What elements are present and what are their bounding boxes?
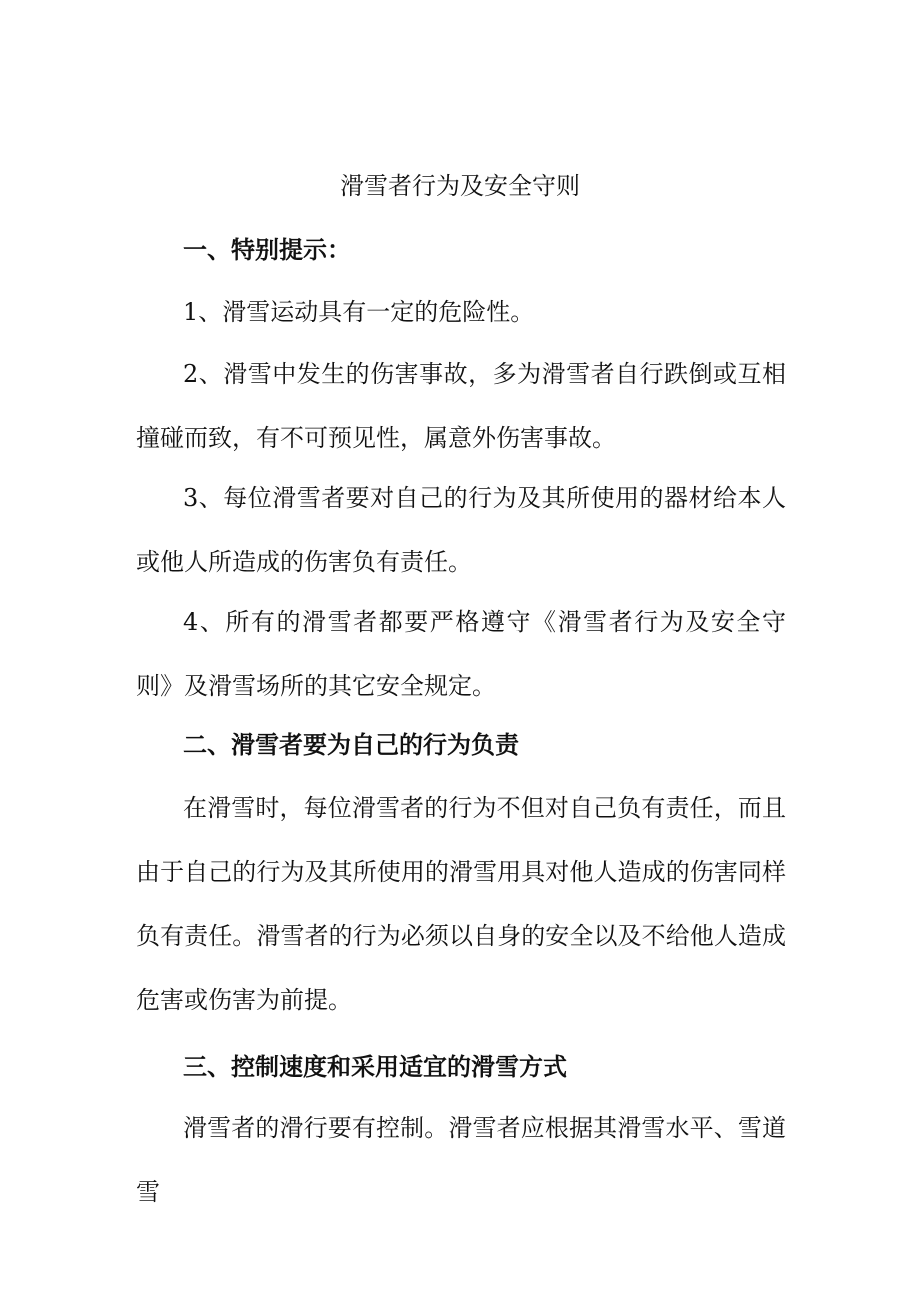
paragraph-1-3: 3、每位滑雪者要对自己的行为及其所使用的器材给本人或他人所造成的伤害负有责任。 [136,484,786,576]
paragraph-1-2: 2、滑雪中发生的伤害事故，多为滑雪者自行跌倒或互相撞碰而致，有不可预见性，属意外伤害事故。 [136,360,786,452]
section-heading-1: 一、特别提示： [183,236,351,264]
section-heading-2: 二、滑雪者要为自己的行为负责 [183,731,519,759]
section-heading-3: 三、控制速度和采用适宜的滑雪方式 [183,1053,567,1081]
document-title: 滑雪者行为及安全守则 [340,172,580,200]
paragraph-1-4: 4、所有的滑雪者都要严格遵守《滑雪者行为及安全守则》及滑雪场所的其它安全规定。 [136,608,786,700]
paragraph-2-1: 在滑雪时，每位滑雪者的行为不但对自己负有责任，而且由于自己的行为及其所使用的滑雪用具对他人造成的伤害同样负有责任。滑雪者的行为必须以自身的安全以及不给他人造成危害或伤害为前提。 [136,794,786,1014]
paragraph-1-1: 1、滑雪运动具有一定的危险性。 [183,298,535,326]
paragraph-3-1: 滑雪者的滑行要有控制。滑雪者应根据其滑雪水平、雪道雪 [136,1114,786,1206]
